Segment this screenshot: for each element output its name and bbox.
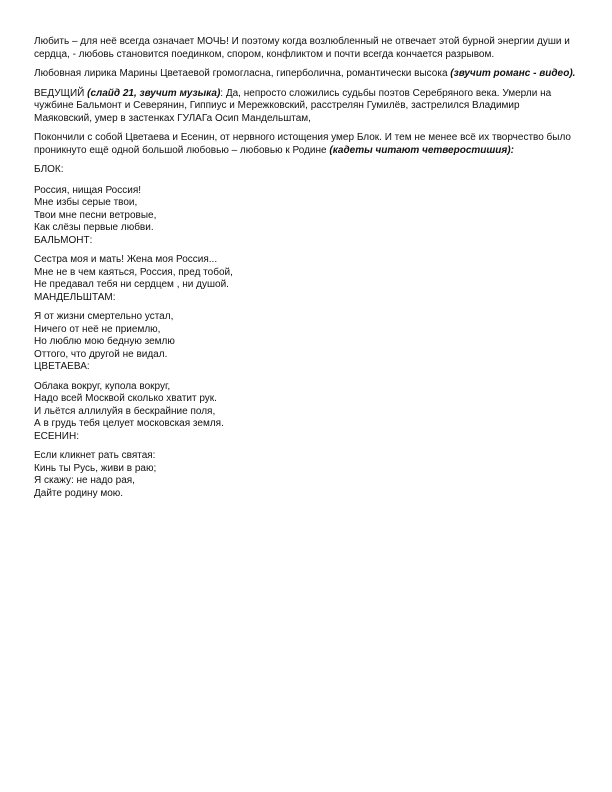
host-label: ВЕДУЩИЙ: [34, 87, 88, 99]
verse-line: Не предавал тебя ни сердцем , ни душой.: [34, 279, 229, 290]
verse-line: Ничего от неё не приемлю,: [34, 323, 161, 335]
verse-esenin: [34, 450, 578, 500]
verse-line: Я скажу: не надо рая,: [34, 475, 135, 486]
verse-line: Мне не в чем каяться, Россия, пред тобой,: [34, 266, 233, 278]
stage-direction: (кадеты читают четверостишия):: [329, 144, 514, 156]
paragraph-text: Любовная лирика Марины Цветаевой громогласна, гиперболична, романтически высока: [34, 68, 451, 79]
verse-line: И льётся аллилуйя в бескрайние поля,: [34, 405, 216, 417]
verse-line: Если кликнет рать святая:: [34, 450, 156, 461]
verse-line: Но люблю мою бедную землю: [34, 336, 175, 347]
paragraph-love-means-power: [34, 36, 578, 61]
paragraph-host-remarks: [34, 88, 578, 126]
stage-direction: (звучит романс - видео).: [450, 68, 576, 79]
verse-line: Дайте родину мою.: [34, 487, 124, 499]
paragraph-text: : Да, непросто сложились судьбы поэтов Серебряного века. Умерли на чужбине Бальмонт и Северянин, Гиппиус и Мережковский, расстрелян Гумилёв, застрелился Владимир Маяковский, умер в застенках ГУЛАГа Осип Мандельштам,: [34, 87, 552, 124]
speaker-tsvetaeva: ЦВЕТАЕВА:: [34, 361, 90, 372]
verse-line: Облака вокруг, купола вокруг,: [34, 380, 171, 392]
verse-line: Россия, нищая Россия!: [34, 184, 142, 196]
verse-balmont: [34, 254, 578, 304]
paragraph-love-for-homeland: [34, 132, 578, 157]
verse-line: Твои мне песни ветровые,: [34, 209, 157, 221]
verse-blok: [34, 185, 578, 248]
speaker-blok: БЛОК:: [34, 164, 64, 175]
speaker-esenin: ЕСЕНИН:: [34, 430, 79, 442]
verse-line: Я от жизни смертельно устал,: [34, 311, 174, 322]
verse-line: Кинь ты Русь, живи в раю;: [34, 462, 157, 474]
verse-line: Мне избы серые твои,: [34, 197, 138, 208]
verse-mandelstam: [34, 311, 578, 374]
verse-line: А в грудь тебя целует московская земля.: [34, 418, 224, 429]
verse-line: Оттого, что другой не видал.: [34, 348, 168, 360]
speaker-mandelstam: МАНДЕЛЬШТАМ:: [34, 291, 116, 303]
verse-tsvetaeva: [34, 381, 578, 444]
verse-line: Сестра моя и мать! Жена моя Россия...: [34, 254, 218, 265]
paragraph-tsvetaeva-lyrics: [34, 68, 578, 81]
stage-direction: (слайд 21, звучит музыка): [87, 87, 221, 99]
paragraph-text: Покончили с собой Цветаева и Есенин, от нервного истощения умер Блок. И тем не менее всё их творчество было проникнуто ещё одной большой любовью – любовью к Родине: [34, 132, 571, 156]
verse-line: Надо всей Москвой сколько хватит рук.: [34, 393, 217, 404]
verse-line: Как слёзы первые любви.: [34, 222, 154, 233]
speaker-balmont: БАЛЬМОНТ:: [34, 234, 93, 246]
paragraph-text: Любить – для неё всегда означает МОЧЬ! И поэтому когда возлюбленный не отвечает этой бурной энергии души и сердца, - любовь становится поединком, спором, конфликтом и почти всегда кончается разрывом.: [34, 36, 570, 60]
